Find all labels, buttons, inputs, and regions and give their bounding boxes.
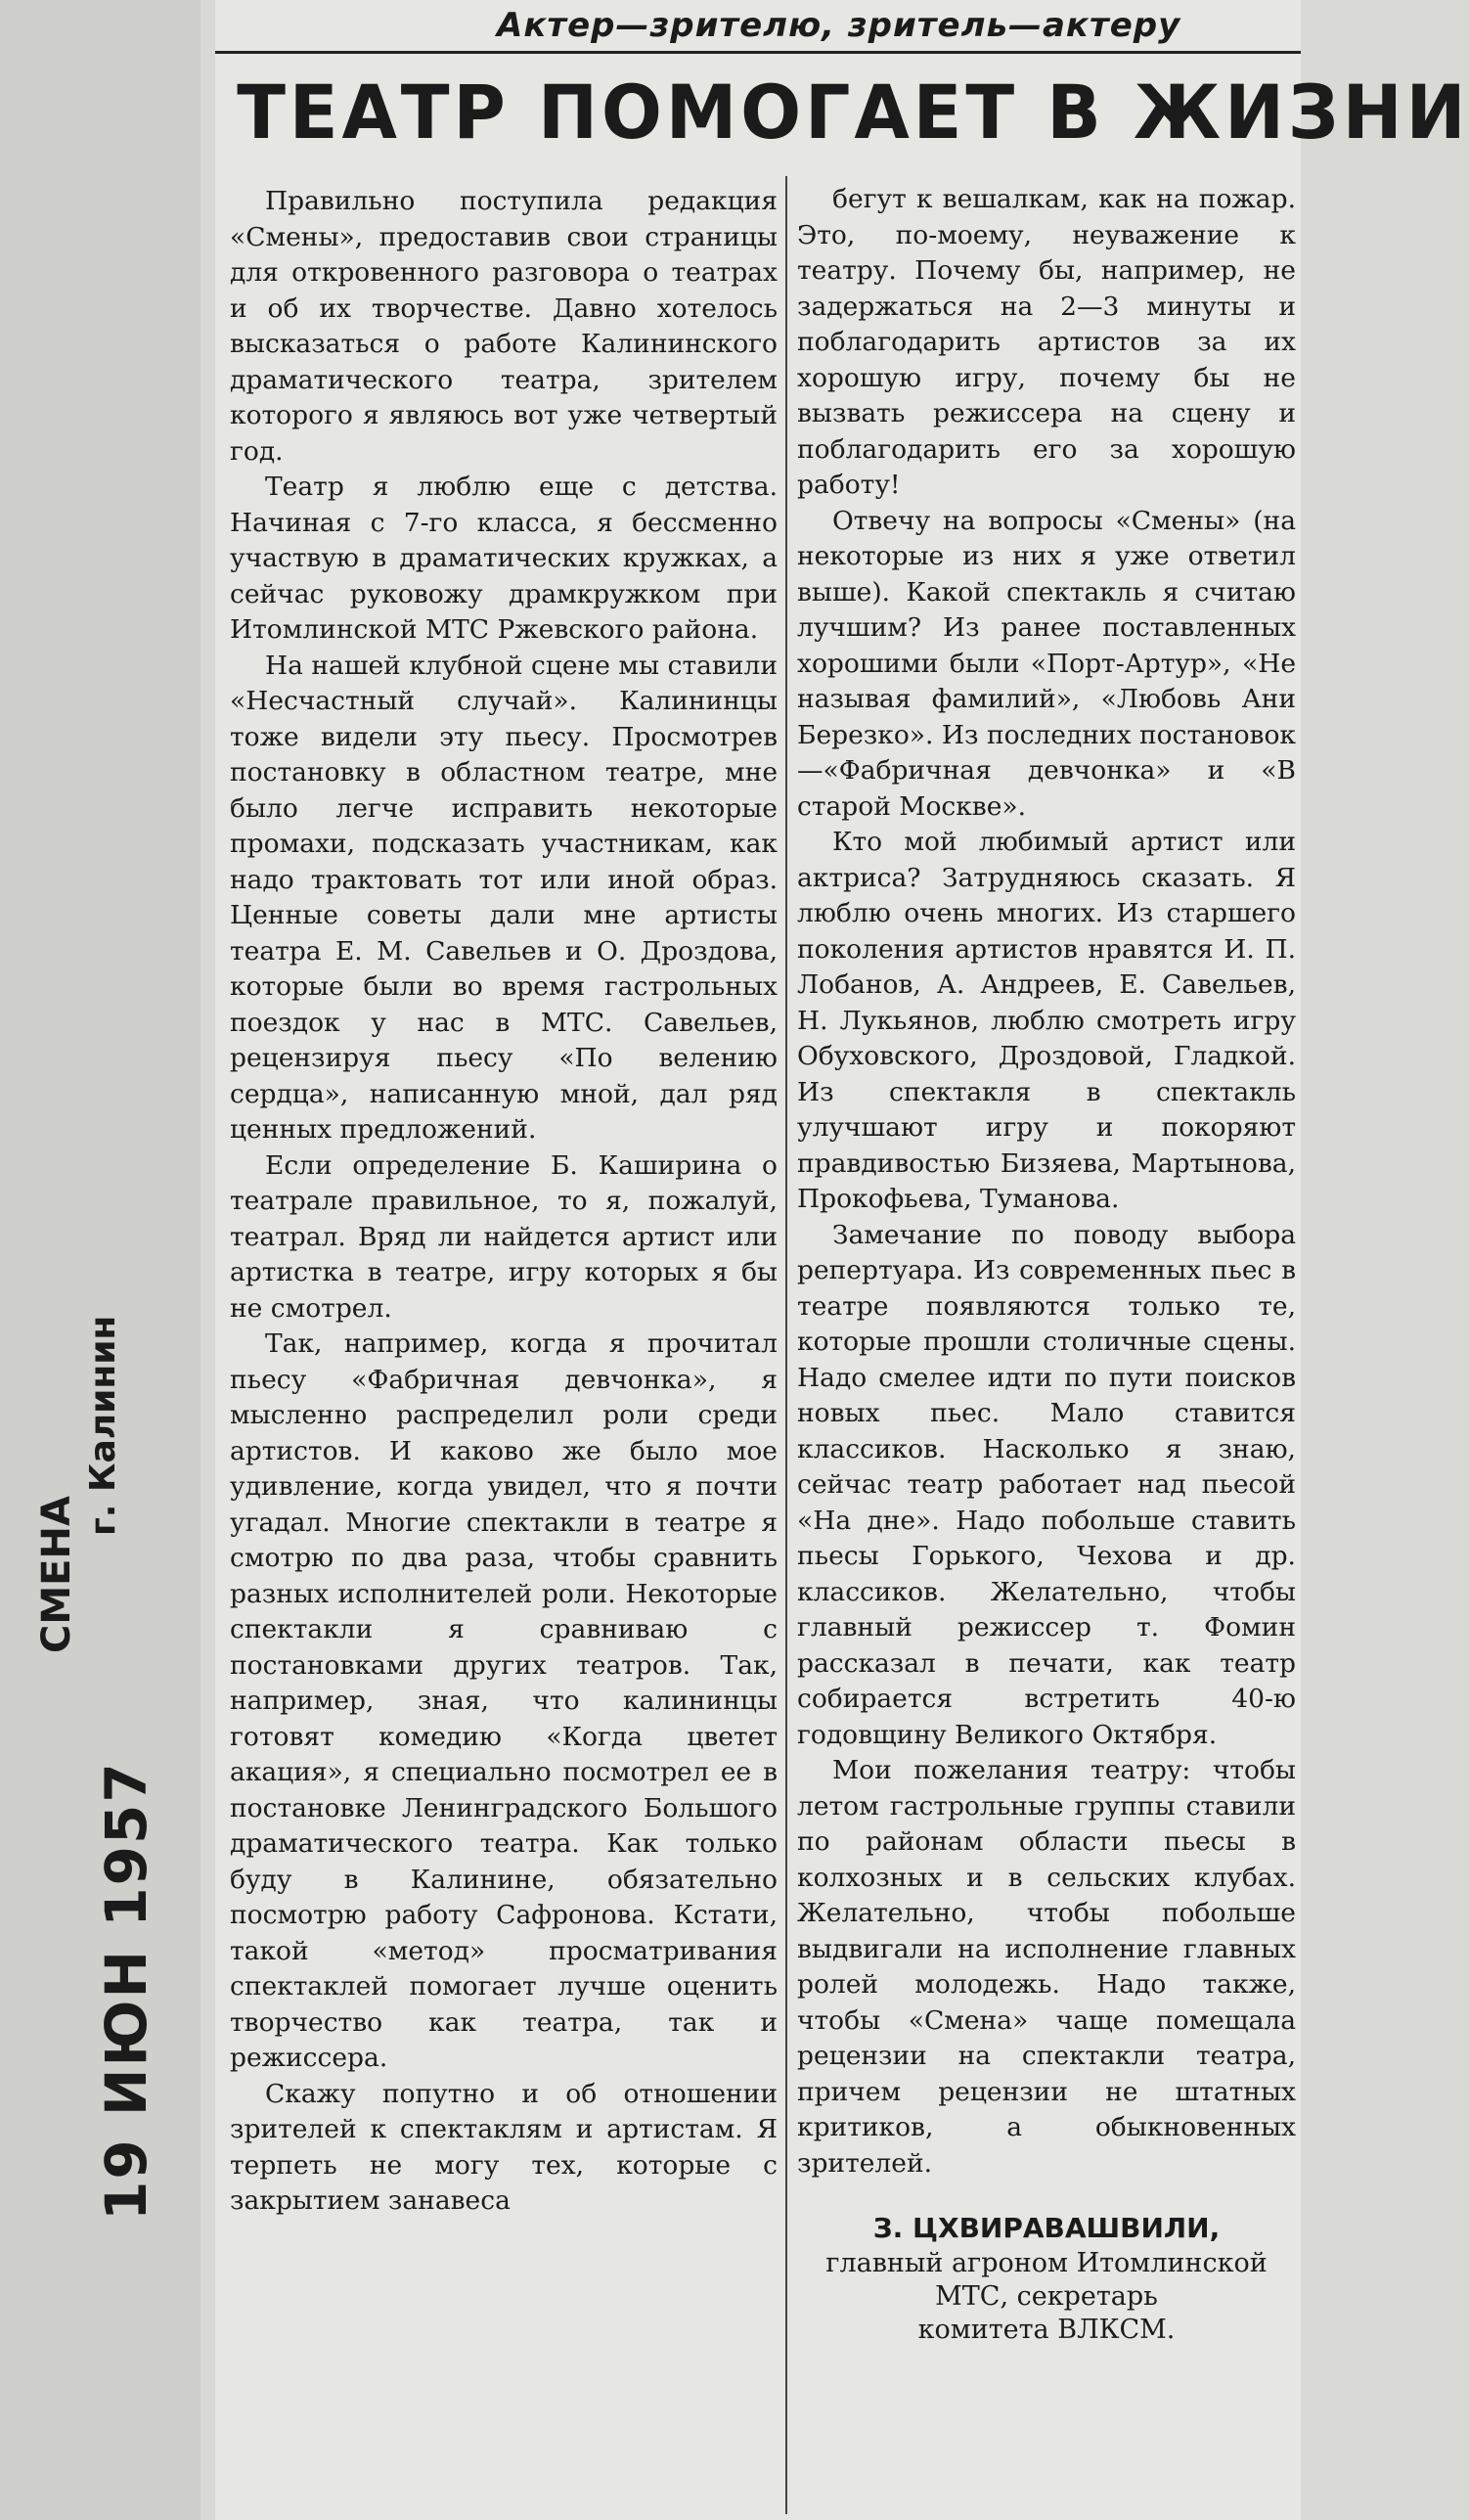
- paragraph: Мои пожелания театру: чтобы летом гастрольные группы ставили по районам области пьесы в колхозных и в сельских клубах. Желательно, чтобы побольше выдвигали на исполнение главных ролей молодежь. Надо также, чтобы «Смена» чаще помещала рецензии на спектакли театра, причем рецензии не штатных критиков, а обыкновенных зрителей.: [797, 1755, 1296, 2179]
- paragraph: Замечание по поводу выбора репертуара. Из современных пьес в театре появляются только те, которые прошли столичные сцены. Надо смелее идти по пути поисков новых пьес. Мало ставится классиков. Насколько я знаю, сейчас театр работает над пьесой «На дне». Надо побольше ставить пьесы Горького, Чехова и др. классиков. Желательно, чтобы главный режиссер т. Фомин рассказал в печати, как театр собирается встретить 40-ю годовщину Великого Октября.: [797, 1219, 1296, 1750]
- paragraph: Так, например, когда я прочитал пьесу «Фабричная девчонка», я мысленно распределил роли среди артистов. И каково же было мое удивление, когда увидел, что я почти угадал. Многие спектакли в театре я смотрю по два раза, чтобы сравнить разных исполнителей роли. Некоторые спектакли я сравниваю с постановками других театров. Так, например, зная, что калининцы готовят комедию «Когда цветет акация», я специально посмотрел ее в постановке Ленинградского Большого драматического театра. Как только буду в Калинине, обязательно посмотрю работу Сафронова. Кстати, такой «метод» просматривания спектаклей помогает лучше оценить творчество как театра, так и режиссера.: [230, 1328, 778, 2073]
- paragraph: бегут к вешалкам, как на пожар. Это, по-моему, неуважение к театру. Почему бы, например, не задержаться на 2—3 минуты и поблагодарить артистов за их хорошую игру, почему бы не вызвать режиссера на сцену и поблагодарить его за хорошую работу!: [797, 184, 1296, 500]
- paragraph: Кто мой любимый артист или актриса? Затрудняюсь сказать. Я люблю очень многих. Из старшего поколения артистов нравятся И. П. Лобанов, А. Андреев, Е. Савельев, Н. Лукьянов, люблю смотреть игру Обуховского, Дроздовой, Гладкой. Из спектакля в спектакль улучшают игру и покоряют правдивостью Бизяева, Мартынова, Прокофьева, Туманова.: [797, 827, 1296, 1214]
- author-role-continued: комитета ВЛКСМ.: [917, 2314, 1176, 2345]
- date-stamp: 19 ИЮН 1957: [93, 1761, 159, 2221]
- rubric: Актер—зрителю, зритель—актеру: [497, 6, 1181, 45]
- headline: ТЕАТР ПОМОГАЕТ В ЖИЗНИ: [237, 68, 1469, 156]
- paragraph: Театр я люблю еще с детства. Начиная с 7-го класса, я бессменно участвую в драматических кружках, а сейчас руковожу драмкружком при Итомлинской МТС Ржевского района.: [230, 472, 778, 645]
- right-column: [797, 182, 1296, 2347]
- paragraph: Правильно поступила редакция «Смены», предоставив свои страницы для откровенного разговора о театрах и об их творчестве. Давно хотелось высказаться о работе Калининского драматического театра, зрителем которого я являюсь вот уже четвертый год.: [230, 186, 778, 467]
- author-name: З. ЦХВИРАВАШВИЛИ,: [872, 2212, 1221, 2244]
- paragraph: Отвечу на вопросы «Смены» (на некоторые из них я уже ответил выше). Какой спектакль я считаю лучшим? Из ранее поставленных хорошими были «Порт-Артур», «Не называя фамилий», «Любовь Ани Березко». Из последних постановок—«Фабричная девчонка» и «В старой Москве».: [797, 505, 1296, 822]
- left-column: [230, 184, 778, 2220]
- rubric-divider: [215, 51, 1301, 54]
- paragraph: Скажу попутно и об отношении зрителей к спектаклям и артистам. Я терпеть не могу тех, которые с закрытием занавеса: [230, 2078, 778, 2216]
- column-divider: [785, 176, 787, 2514]
- paragraph: Если определение Б. Каширина о театрале правильное, то я, пожалуй, театрал. Вряд ли найдется артист или артистка в театре, игру которых я бы не смотрел.: [230, 1149, 778, 1324]
- paragraph: На нашей клубной сцене мы ставили «Несчастный случай». Калининцы тоже видели эту пьесу. Просмотрев постановку в областном театре, мне было легче исправить некоторые промахи, подсказать участникам, как надо трактовать тот или иной образ. Ценные советы дали мне артисты театра Е. М. Савельев и О. Дроздова, которые были во время гастрольных поездок у нас в МТС. Савельев, рецензируя пьесу «По велению сердца», написанную мной, дал ряд ценных предложений.: [230, 650, 778, 1145]
- author-role: главный агроном Итомлинской МТС, секретарь: [825, 2247, 1268, 2312]
- newspaper-name-stamp: СМЕНА: [34, 1496, 79, 1653]
- article: [215, 0, 1469, 2520]
- city-stamp: г. Калинин: [83, 1315, 123, 1536]
